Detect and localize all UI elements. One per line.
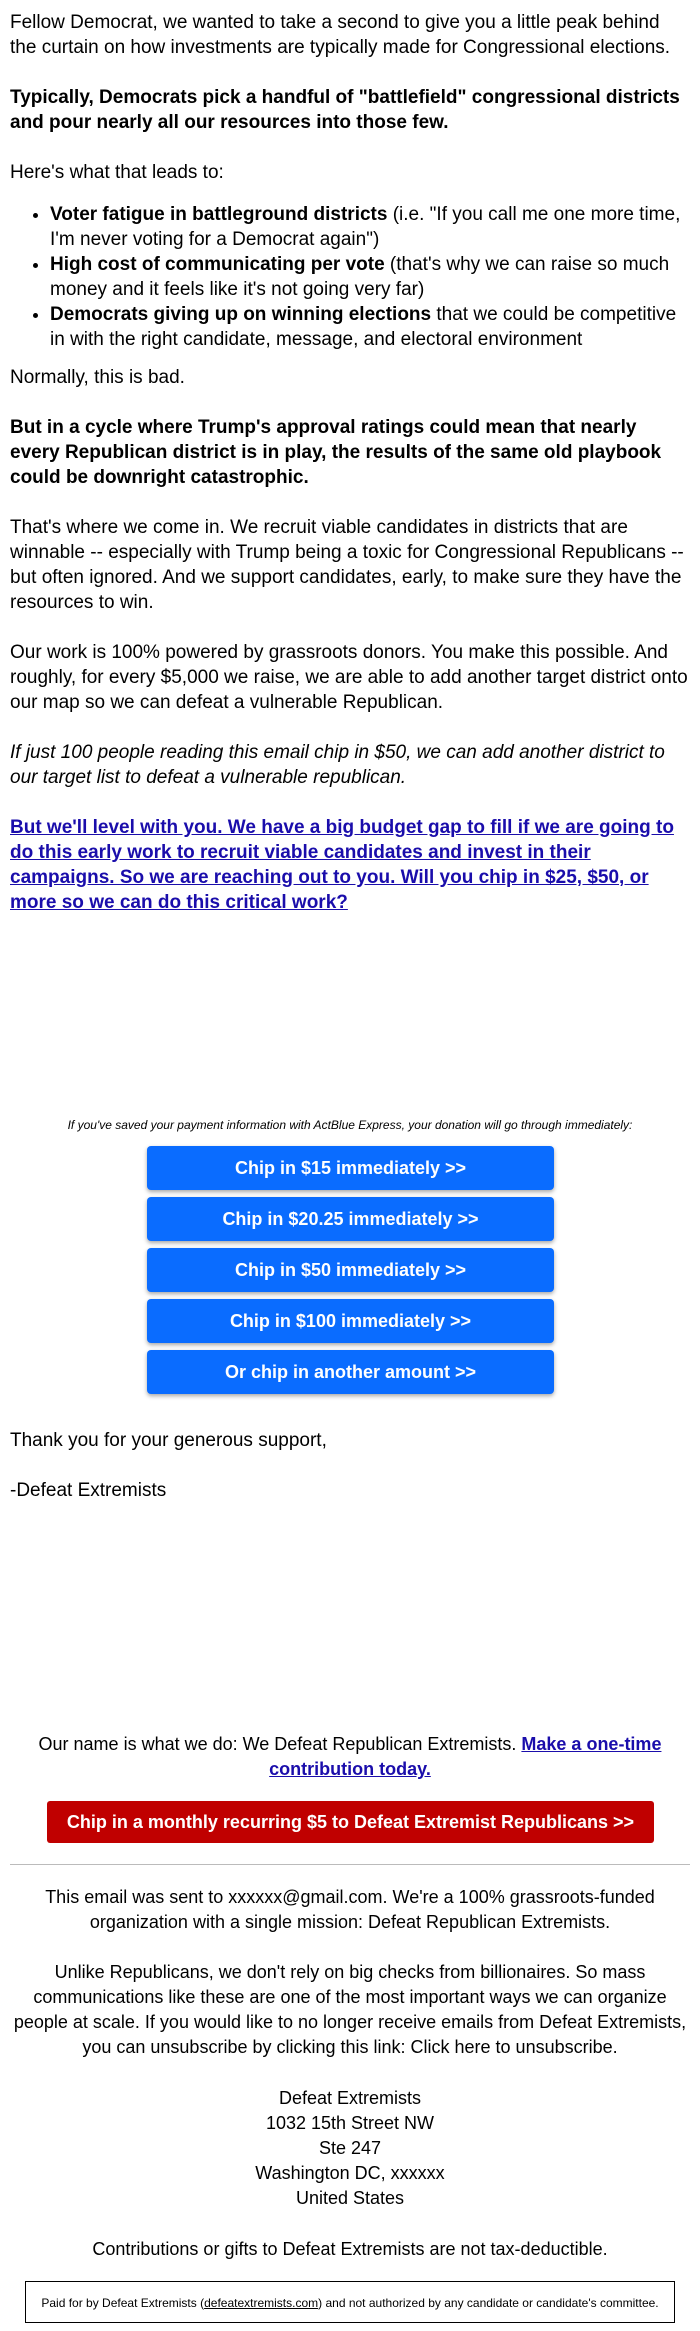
unsubscribe-notice: Unlike Republicans, we don't rely on big checks from billionaires. So mass communications like these are one of the most important ways we can organize people at scale. If you would like to no longer receive emails from Defeat Extremists, you can unsubscribe by clicking this link: Click here to unsubscribe.	[13, 1962, 687, 2057]
address-country: United States	[295, 2188, 405, 2208]
address-street: 1032 15th Street NW	[265, 2113, 435, 2133]
lead-in-paragraph: Here's what that leads to:	[10, 162, 224, 183]
closing	[10, 1428, 690, 1503]
paid-for-disclaimer: Paid for by Defeat Extremists (defeatextremists.com) and not authorized by any candidate or candidate's committee.	[25, 2281, 675, 2323]
list-item: • High cost of communicating per vote (that's why we can raise so much money and it feels like it's not going very far)	[50, 252, 690, 302]
address-suite: Ste 247	[318, 2138, 382, 2158]
catastrophe-paragraph: But in a cycle where Trump's approval ratings could mean that nearly every Republican district is in play, the results of the same old playbook could be downright catastrophic.	[10, 417, 662, 488]
normally-paragraph: Normally, this is bad.	[10, 367, 185, 388]
email-body	[10, 10, 690, 915]
address-name: Defeat Extremists	[278, 2088, 422, 2108]
cta-paragraph	[10, 815, 690, 915]
chip-in-100-button[interactable]: Chip in $100 immediately >>	[147, 1299, 554, 1343]
grassroots-paragraph: Our work is 100% powered by grassroots donors. You make this possible. And roughly, for every $5,000 we raise, we are able to add another target district onto our map so we can defeat a vulnerable Republican.	[10, 642, 688, 713]
chip-in-link[interactable]: But we'll level with you. We have a big budget gap to fill if we are going to do this early work to recruit viable candidates and invest in their campaigns. So we are reaching out to you. Will you chip in $25, $50, or more so we can do this critical work?	[10, 817, 674, 913]
chip-in-20-25-button[interactable]: Chip in $20.25 immediately >>	[147, 1197, 554, 1241]
monthly-recurring-button[interactable]: Chip in a monthly recurring $5 to Defeat Extremist Republicans >>	[47, 1801, 654, 1843]
one-time-contribution-link[interactable]: Make a one-time contribution today.	[269, 1734, 662, 1779]
website-link[interactable]: defeatextremists.com	[204, 2296, 319, 2310]
consequence-list	[10, 202, 690, 352]
chip-in-15-button[interactable]: Chip in $15 immediately >>	[147, 1146, 554, 1190]
footer-divider	[10, 1864, 690, 1865]
intro-bold-paragraph: Typically, Democrats pick a handful of "battlefield" congressional districts and pour nearly all our resources into those few.	[10, 87, 680, 133]
ask-italic-paragraph: If just 100 people reading this email chip in $50, we can add another district to our target list to defeat a vulnerable republican.	[10, 742, 665, 788]
tax-disclaimer: Contributions or gifts to Defeat Extremists are not tax-deductible.	[92, 2239, 608, 2259]
signature: -Defeat Extremists	[10, 1480, 167, 1501]
footer-tagline: Our name is what we do: We Defeat Republican Extremists. Make a one-time contribution today.	[38, 1734, 662, 1779]
intro-paragraph: Fellow Democrat, we wanted to take a second to give you a little peak behind the curtain on how investments are typically made for Congressional elections.	[10, 12, 671, 58]
thanks-line: Thank you for your generous support,	[10, 1430, 327, 1451]
address-city: Washington DC, xxxxxx	[255, 2163, 445, 2183]
sent-to-notice: This email was sent to xxxxxx@gmail.com. We're a 100% grassroots-funded organization with a single mission: Defeat Republican Extremists.	[45, 1887, 655, 1932]
chip-in-50-button[interactable]: Chip in $50 immediately >>	[147, 1248, 554, 1292]
chip-in-other-amount-button[interactable]: Or chip in another amount >>	[147, 1350, 554, 1394]
mission-paragraph: That's where we come in. We recruit viable candidates in districts that are winnable -- especially with Trump being a toxic for Congressional Republicans -- but often ignored. And we support candidates, early, to make sure they have the resources to win.	[10, 517, 684, 613]
list-item: • Democrats giving up on winning elections that we could be competitive in with the right candidate, message, and electoral environment	[50, 302, 690, 352]
actblue-express-note: If you've saved your payment information with ActBlue Express, your donation will go through immediately:	[67, 1118, 633, 1132]
list-item: • Voter fatigue in battleground districts (i.e. "If you call me one more time, I'm never voting for a Democrat again")	[50, 202, 690, 252]
mailing-address	[10, 2086, 690, 2211]
